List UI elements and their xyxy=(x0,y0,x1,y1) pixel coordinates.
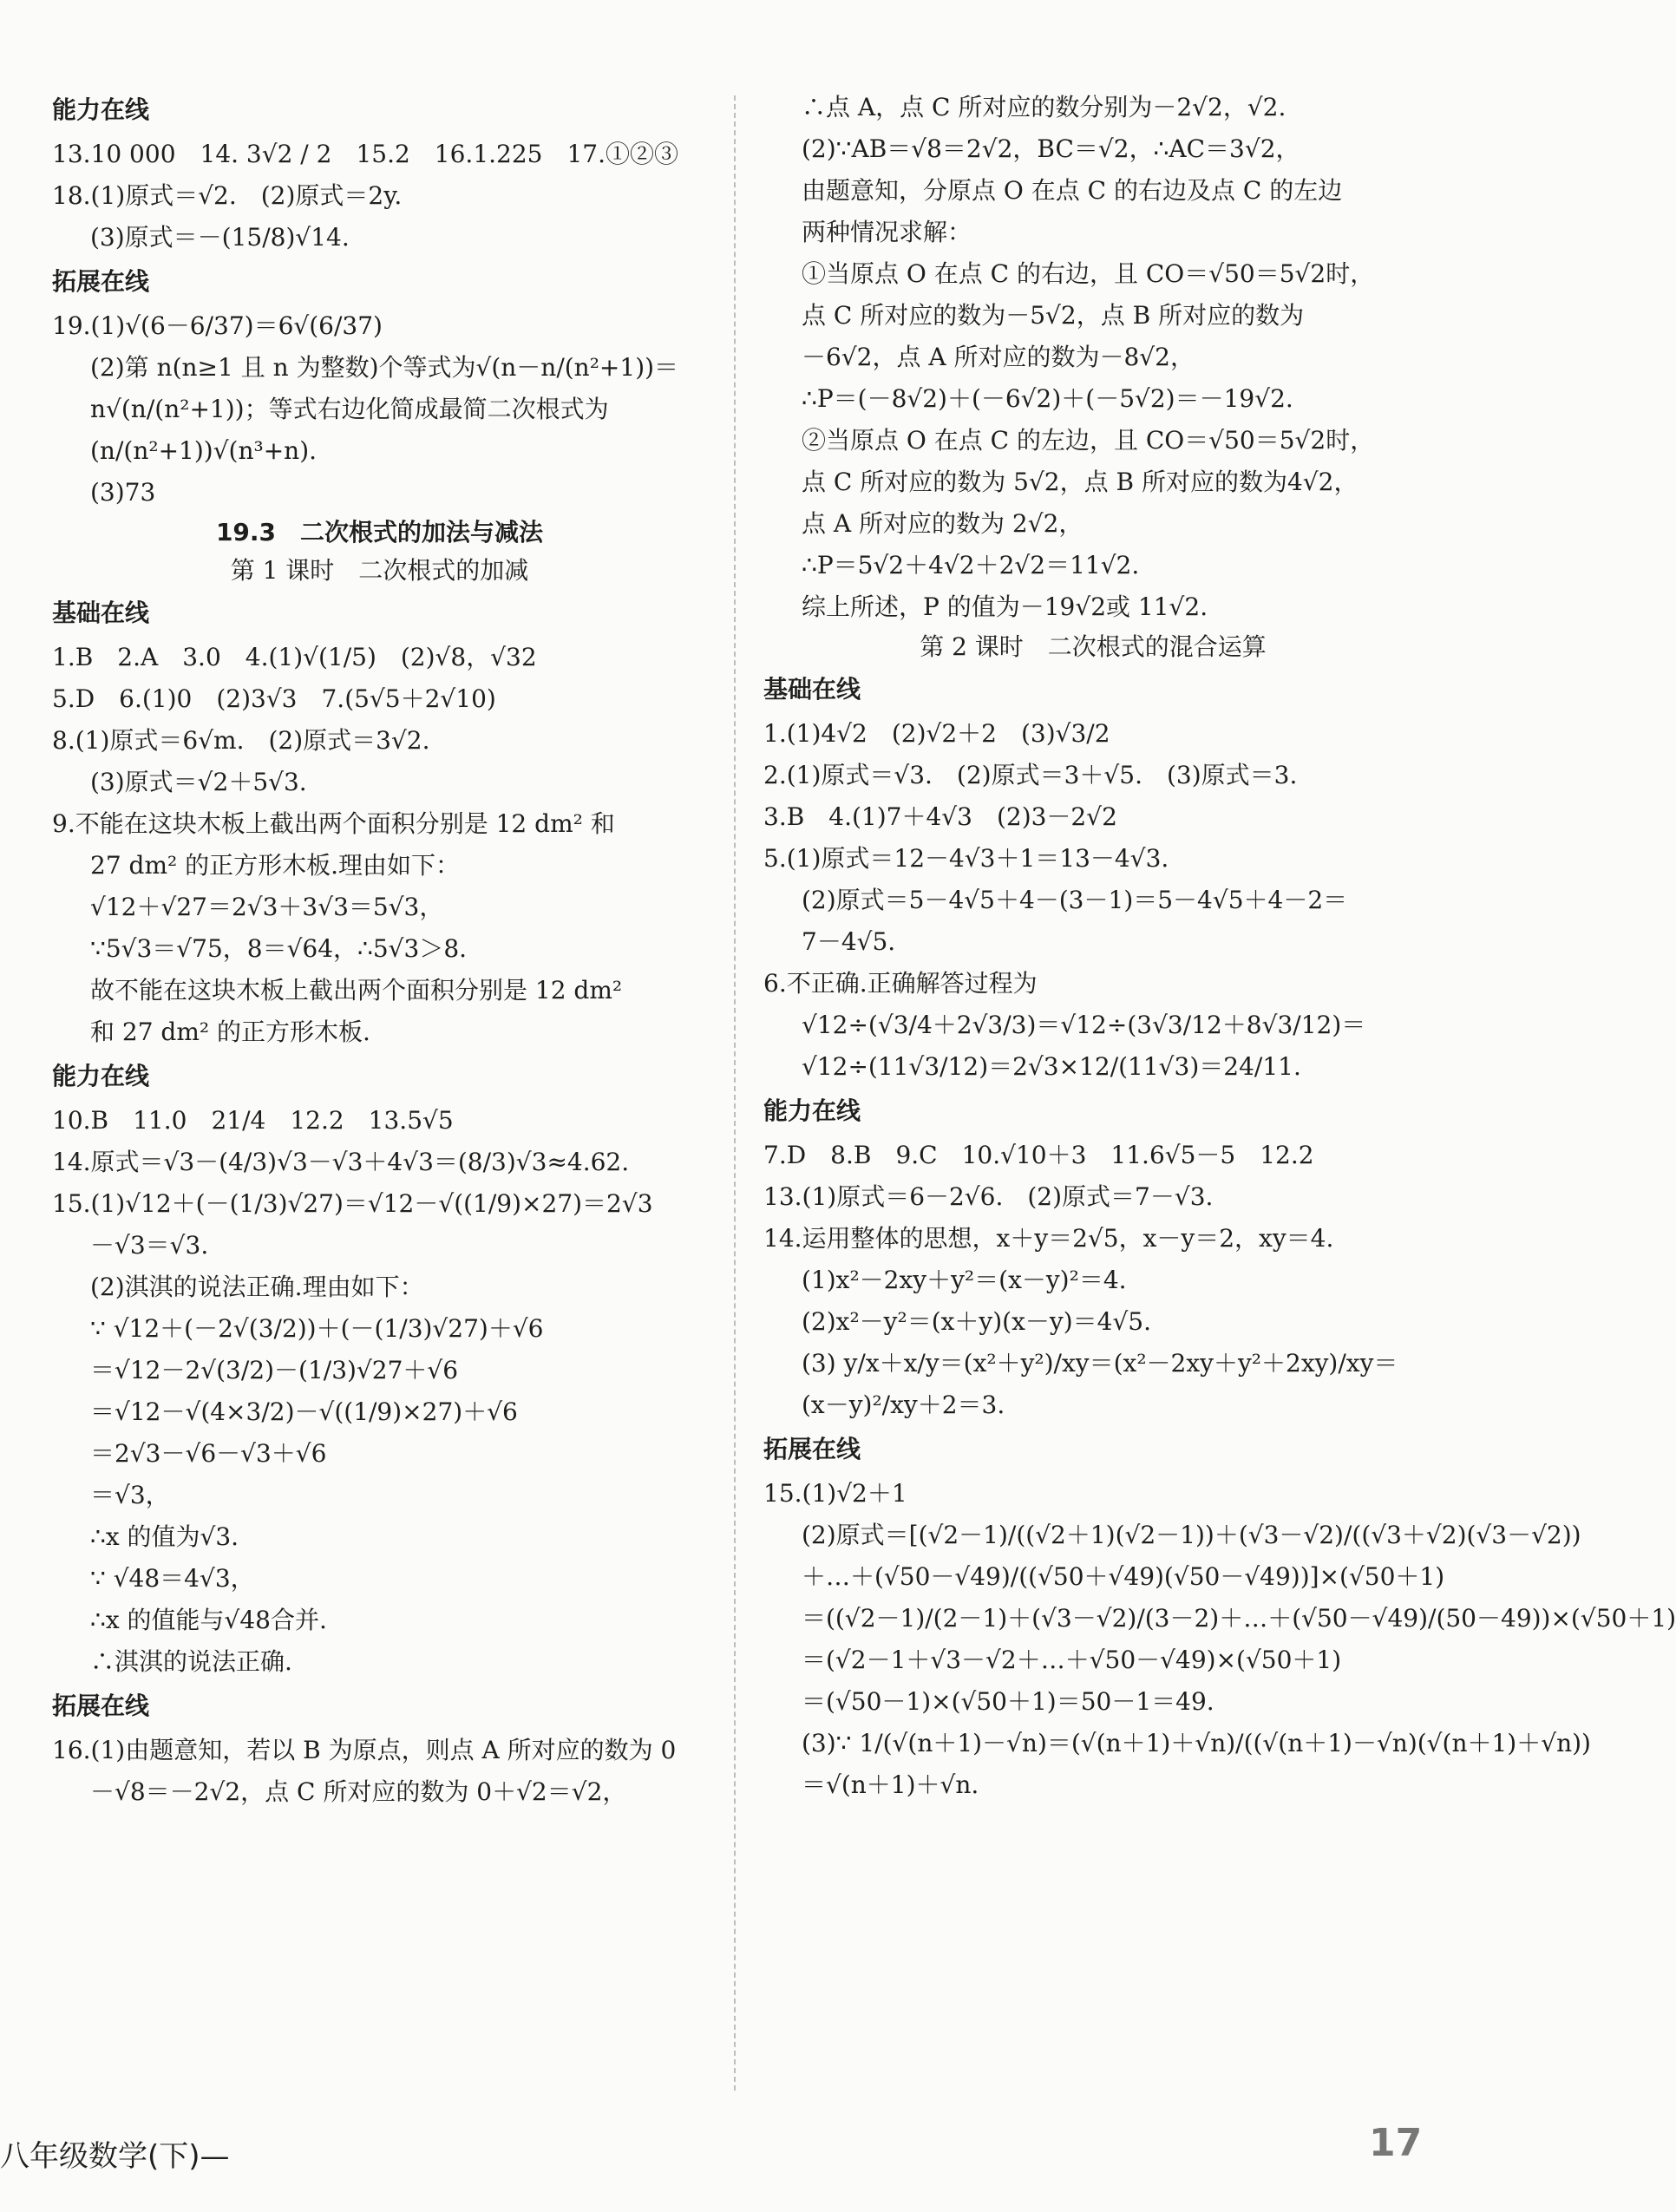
answer-line: 综上所述，P 的值为－19√2或 11√2. xyxy=(802,592,1208,621)
answer-line: ∴淇淇的说法正确. xyxy=(90,1647,292,1676)
answer-line: (2)∵AB＝√8＝2√2，BC＝√2，∴AC＝3√2， xyxy=(802,134,1300,163)
answer-line: 10.B 11.0 21/4 12.2 13.5√5 xyxy=(52,1106,454,1135)
answer-line: (3)∵ 1/(√(n＋1)－√n)＝(√(n＋1)＋√n)/((√(n＋1)－√n)(√(n＋1)＋√n)) xyxy=(802,1729,1591,1757)
answer-line: 9.不能在这块木板上截出两个面积分别是 12 dm² 和 xyxy=(52,809,615,838)
answer-line: 5.(1)原式＝12－4√3＋1＝13－4√3. xyxy=(763,844,1169,873)
answer-line: 2.(1)原式＝√3. (2)原式＝3＋√5. (3)原式＝3. xyxy=(763,761,1298,789)
answer-line: 16.(1)由题意知，若以 B 为原点，则点 A 所对应的数为 0 xyxy=(52,1736,677,1764)
answer-line: ∵ √12＋(－2√(3/2))＋(－(1/3)√27)＋√6 xyxy=(90,1314,544,1343)
answer-line: －√3＝√3. xyxy=(90,1231,209,1260)
answer-line: 6.不正确.正确解答过程为 xyxy=(763,969,1038,998)
answer-line: －√8＝－2√2，点 C 所对应的数为 0＋√2＝√2， xyxy=(90,1777,627,1806)
answer-line: 13.(1)原式＝6－2√6. (2)原式＝7－√3. xyxy=(763,1182,1214,1211)
answer-line: ＝2√3－√6－√3＋√6 xyxy=(90,1439,327,1468)
right-column xyxy=(763,87,1676,1806)
answer-line: －6√2，点 A 所对应的数为－8√2， xyxy=(802,343,1195,371)
answer-line: ∵ √48＝4√3， xyxy=(90,1564,255,1593)
page-number: 17 xyxy=(1369,2121,1423,2165)
lesson-title: 第 2 课时 二次根式的混合运算 xyxy=(920,632,1267,661)
answer-line: 3.B 4.(1)7＋4√3 (2)3－2√2 xyxy=(763,802,1117,831)
section-heading: 能力在线 xyxy=(52,95,150,124)
answer-line: 19.(1)√(6－6/37)＝6√(6/37) xyxy=(52,311,383,340)
answer-line: 点 A 所对应的数为 2√2， xyxy=(802,509,1084,538)
lesson-title: 第 1 课时 二次根式的加减 xyxy=(230,556,529,585)
answer-line: 13.10 000 14. 3√2 / 2 15.2 16.1.225 17.①②③ xyxy=(52,140,679,168)
section-heading: 基础在线 xyxy=(52,599,150,627)
section-heading: 拓展在线 xyxy=(52,1692,150,1720)
book-title-footer: 八年级数学(下)— xyxy=(0,2139,230,2174)
section-heading: 能力在线 xyxy=(52,1062,150,1090)
answer-line: 8.(1)原式＝6√m. (2)原式＝3√2. xyxy=(52,726,430,755)
answer-line: ①当原点 O 在点 C 的右边，且 CO＝√50＝5√2时， xyxy=(802,259,1375,288)
answer-line: (3) y/x＋x/y＝(x²＋y²)/xy＝(x²－2xy＋y²＋2xy)/xy＝ xyxy=(802,1349,1398,1378)
answer-line: ＝(√2－1＋√3－√2＋…＋√50－√49)×(√50＋1) xyxy=(802,1646,1342,1674)
answer-line: ∵5√3＝√75，8＝√64，∴5√3＞8. xyxy=(90,934,468,963)
answer-line: (1)x²－2xy＋y²＝(x－y)²＝4. xyxy=(802,1266,1127,1294)
answer-line: ＝(√50－1)×(√50＋1)＝50－1＝49. xyxy=(802,1687,1214,1716)
answer-line: 点 C 所对应的数为－5√2，点 B 所对应的数为 xyxy=(802,301,1305,330)
answer-line: ＝√(n＋1)＋√n. xyxy=(802,1770,979,1799)
answer-line: 14.运用整体的思想，x＋y＝2√5，x－y＝2，xy＝4. xyxy=(763,1224,1334,1253)
answer-line: 27 dm² 的正方形木板.理由如下： xyxy=(90,851,461,880)
answer-line: ∴P＝5√2＋4√2＋2√2＝11√2. xyxy=(802,551,1140,579)
answer-line: (n/(n²+1))√(n³+n). xyxy=(90,436,318,465)
answer-line: √12÷(√3/4＋2√3/3)＝√12÷(3√3/12＋8√3/12)＝ xyxy=(802,1011,1366,1039)
answer-line: 7.D 8.B 9.C 10.√10＋3 11.6√5－5 12.2 xyxy=(763,1141,1314,1169)
answer-line: 1.B 2.A 3.0 4.(1)√(1/5) (2)√8，√32 xyxy=(52,643,537,671)
answer-line: ∴x 的值为√3. xyxy=(90,1522,239,1551)
answer-line: 故不能在这块木板上截出两个面积分别是 12 dm² xyxy=(90,976,623,1005)
answer-line: ∴x 的值能与√48合并. xyxy=(90,1606,327,1634)
answer-line: ＝√12－√(4×3/2)－√((1/9)×27)＋√6 xyxy=(90,1397,518,1426)
answer-line: 15.(1)√12＋(－(1/3)√27)＝√12－√((1/9)×27)＝2√3 xyxy=(52,1189,653,1218)
answer-line: (2)淇淇的说法正确.理由如下： xyxy=(90,1273,424,1301)
answer-line: 7－4√5. xyxy=(802,927,896,956)
answer-line: ＝√3， xyxy=(90,1481,170,1509)
answer-line: 和 27 dm² 的正方形木板. xyxy=(90,1018,370,1046)
answer-line: ＝√12－2√(3/2)－(1/3)√27＋√6 xyxy=(90,1356,459,1384)
answer-line: (2)原式＝5－4√5＋4－(3－1)＝5－4√5＋4－2＝ xyxy=(802,886,1348,914)
answer-line: ∴点 A，点 C 所对应的数分别为－2√2，√2. xyxy=(802,93,1286,121)
answer-line: √12÷(11√3/12)＝2√3×12/(11√3)＝24/11. xyxy=(802,1052,1301,1081)
answer-line: (3)原式＝√2＋5√3. xyxy=(90,768,307,796)
answer-line: 5.D 6.(1)0 (2)3√3 7.(5√5＋2√10) xyxy=(52,684,496,713)
answer-line: (2)第 n(n≥1 且 n 为整数)个等式为√(n－n/(n²+1))＝ xyxy=(90,353,679,382)
section-heading: 拓展在线 xyxy=(763,1435,861,1463)
answer-line: 两种情况求解： xyxy=(802,218,972,246)
left-column xyxy=(52,87,707,1813)
section-heading: 基础在线 xyxy=(763,675,861,704)
answer-line: ②当原点 O 在点 C 的左边，且 CO＝√50＝5√2时， xyxy=(802,426,1375,455)
answer-line: ∴P＝(－8√2)＋(－6√2)＋(－5√2)＝－19√2. xyxy=(802,384,1293,413)
answer-line: 18.(1)原式＝√2. (2)原式＝2y. xyxy=(52,181,403,210)
answer-line: (2)原式＝[(√2－1)/((√2＋1)(√2－1))＋(√3－√2)/((√3＋√2)(√3－√2)) xyxy=(802,1521,1581,1549)
answer-line: (2)x²－y²＝(x＋y)(x－y)＝4√5. xyxy=(802,1307,1152,1336)
section-heading: 能力在线 xyxy=(763,1096,861,1125)
answer-line: (3)73 xyxy=(90,478,156,507)
answer-line: 点 C 所对应的数为 5√2，点 B 所对应的数为4√2， xyxy=(802,468,1358,496)
answer-line: 1.(1)4√2 (2)√2＋2 (3)√3/2 xyxy=(763,719,1110,748)
answer-line: 14.原式＝√3－(4/3)√3－√3＋4√3＝(8/3)√3≈4.62. xyxy=(52,1148,630,1176)
answer-line: 由题意知，分原点 O 在点 C 的右边及点 C 的左边 xyxy=(802,176,1343,205)
answer-line: 15.(1)√2＋1 xyxy=(763,1479,907,1508)
answer-line: (3)原式＝－(15/8)√14. xyxy=(90,223,350,252)
column-divider xyxy=(734,95,736,2091)
section-heading: 拓展在线 xyxy=(52,267,150,296)
answer-line: ＋…＋(√50－√49)/((√50＋√49)(√50－√49))]×(√50＋1) xyxy=(802,1562,1445,1591)
answer-line: √12＋√27＝2√3＋3√3＝5√3， xyxy=(90,893,444,921)
lesson-title: 19.3 二次根式的加法与减法 xyxy=(215,518,544,546)
answer-line: ＝((√2－1)/(2－1)＋(√3－√2)/(3－2)＋…＋(√50－√49)/(50－49))×(√50＋1) xyxy=(802,1604,1676,1633)
answer-line: (x－y)²/xy＋2＝3. xyxy=(802,1391,1005,1419)
answer-line: n√(n/(n²+1))；等式右边化简成最简二次根式为 xyxy=(90,395,609,423)
